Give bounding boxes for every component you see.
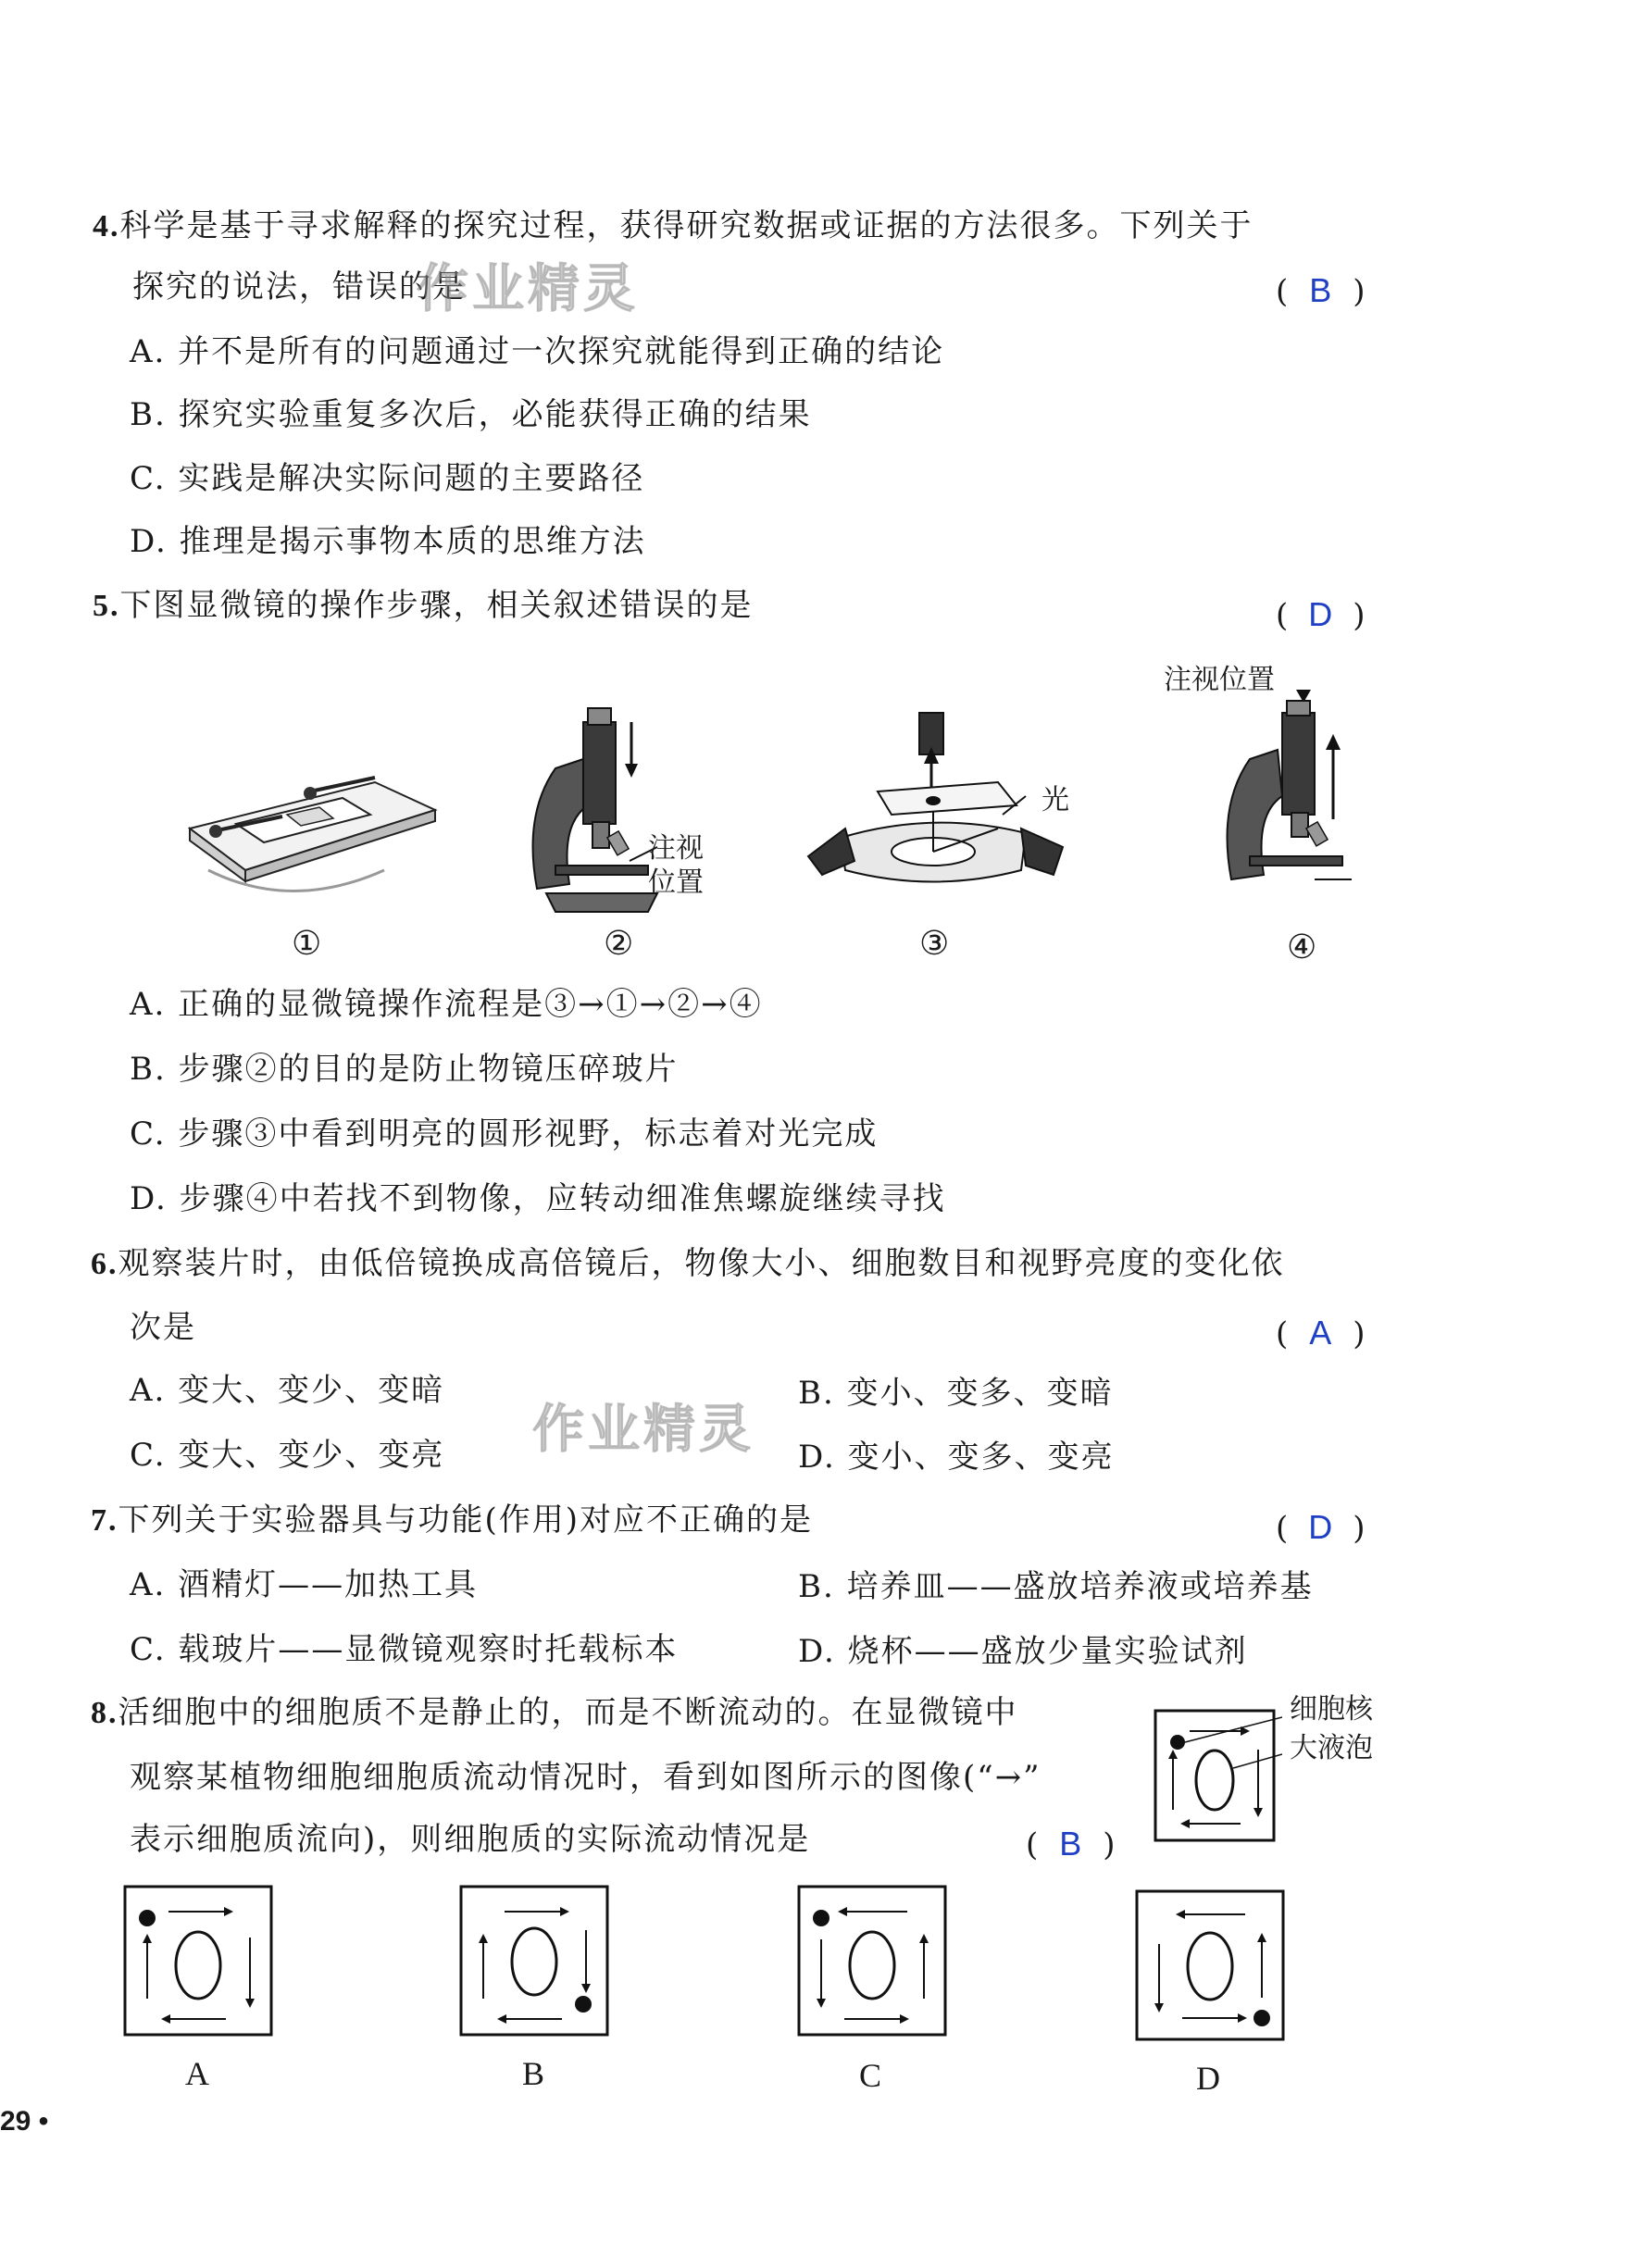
q6-answer: A — [1309, 1314, 1332, 1352]
q8-reference-cell — [1153, 1708, 1282, 1847]
watermark-1: 作业精灵 — [417, 259, 639, 319]
q7-option-a: A. 酒精灯——加热工具 — [130, 1566, 479, 1603]
q8-choice-c-label: C — [859, 2057, 882, 2094]
nucleus-label: 细胞核 — [1290, 1693, 1373, 1726]
q5-option-b: B. 步骤②的目的是防止物镜压碎玻片 — [130, 1051, 679, 1088]
q8-choice-b-diagram — [458, 1884, 611, 2041]
q5-answer: D — [1308, 595, 1333, 633]
light-label: 光 — [1042, 784, 1069, 816]
q5-answer-paren: ( D ) — [1276, 595, 1366, 634]
focus-label-4: 注视位置 — [1164, 664, 1275, 696]
q4-option-b: B. 探究实验重复多次后，必能获得正确的结果 — [130, 396, 812, 433]
q8-choice-a-label: A — [185, 2055, 209, 2092]
watermark-2: 作业精灵 — [532, 1400, 755, 1460]
focus-label-2b: 位置 — [648, 866, 704, 899]
q8-answer: B — [1059, 1825, 1082, 1863]
q8-answer-paren: ( B ) — [1026, 1825, 1116, 1863]
q6-option-a: A. 变大、变少、变暗 — [130, 1372, 445, 1409]
q5-option-c: C. 步骤③中看到明亮的圆形视野，标志着对光完成 — [130, 1115, 879, 1153]
q5-stem-line1 — [93, 585, 754, 627]
q8-text1: 活细胞中的细胞质不是静止的，而是不断流动的。在显微镜中 — [118, 1694, 1018, 1731]
q6-number: 6. — [91, 1247, 118, 1281]
q8-choice-c-diagram — [796, 1884, 949, 2041]
q8-choice-d-diagram — [1134, 1888, 1287, 2046]
q7-answer-paren: ( D ) — [1276, 1508, 1366, 1547]
q4-option-a: A. 并不是所有的问题通过一次探究就能得到正确的结论 — [130, 333, 945, 370]
q4-answer: B — [1309, 271, 1332, 309]
q4-option-c: C. 实践是解决实际问题的主要路径 — [130, 460, 645, 497]
q4-option-d: D. 推理是揭示事物本质的思维方法 — [130, 523, 646, 560]
q8-choice-a-diagram — [122, 1884, 275, 2041]
vacuole-label: 大液泡 — [1290, 1732, 1373, 1764]
q4-number: 4. — [93, 209, 120, 243]
q6-stem-line1 — [91, 1243, 1285, 1285]
q6-answer-paren: ( A ) — [1276, 1314, 1366, 1352]
step-label-3: ③ — [919, 925, 950, 963]
q8-choice-d-label: D — [1196, 2060, 1220, 2097]
microscope-stage-figure — [181, 759, 440, 916]
q6-option-d: D. 变小、变多、变亮 — [798, 1439, 1115, 1476]
q8-stem-line2: 观察某植物细胞细胞质流动情况时，看到如图所示的图像(“→” — [130, 1759, 1042, 1796]
step-label-1: ① — [292, 925, 322, 963]
q4-text1: 科学是基于寻求解释的探究过程，获得研究数据或证据的方法很多。下列关于 — [119, 207, 1254, 244]
q6-stem-line2: 次是 — [130, 1309, 196, 1346]
step-label-2: ② — [604, 925, 634, 963]
page-number: 29 • — [0, 2106, 49, 2137]
microscope-lowering-figure — [518, 704, 667, 921]
q7-option-d: D. 烧杯——盛放少量实验试剂 — [798, 1633, 1248, 1670]
q4-stem-line2: 探究的说法，错误的是 — [132, 268, 466, 305]
q6-text1: 观察装片时，由低倍镜换成高倍镜后，物像大小、细胞数目和视野亮度的变化依 — [118, 1245, 1285, 1282]
focus-label-2a: 注视 — [648, 832, 704, 865]
q7-number: 7. — [91, 1503, 118, 1538]
q5-number: 5. — [93, 589, 120, 623]
q4-answer-paren: ( B ) — [1276, 271, 1366, 310]
q6-option-c: C. 变大、变少、变亮 — [130, 1437, 445, 1474]
microscope-raising-figure — [1213, 690, 1361, 912]
q4-stem-line1 — [93, 206, 1254, 247]
q8-stem-line1 — [91, 1692, 1018, 1734]
q7-stem-line1 — [91, 1500, 813, 1541]
q8-stem-line3: 表示细胞质流向)，则细胞质的实际流动情况是 — [130, 1821, 811, 1858]
q8-number: 8. — [91, 1696, 118, 1730]
q7-answer: D — [1308, 1508, 1333, 1546]
q7-option-b: B. 培养皿——盛放培养液或培养基 — [798, 1568, 1314, 1605]
q5-option-d: D. 步骤④中若找不到物像，应转动细准焦螺旋继续寻找 — [130, 1180, 946, 1217]
q7-option-c: C. 载玻片——显微镜观察时托载标本 — [130, 1631, 679, 1668]
step-label-4: ④ — [1287, 928, 1317, 966]
q6-option-b: B. 变小、变多、变暗 — [798, 1375, 1114, 1412]
microscope-light-figure — [804, 708, 1072, 921]
q5-text1: 下图显微镜的操作步骤，相关叙述错误的是 — [119, 587, 754, 624]
q5-option-a: A. 正确的显微镜操作流程是③→①→②→④ — [130, 986, 763, 1023]
q7-text1: 下列关于实验器具与功能(作用)对应不正确的是 — [118, 1502, 814, 1539]
q8-choice-b-label: B — [522, 2055, 545, 2092]
